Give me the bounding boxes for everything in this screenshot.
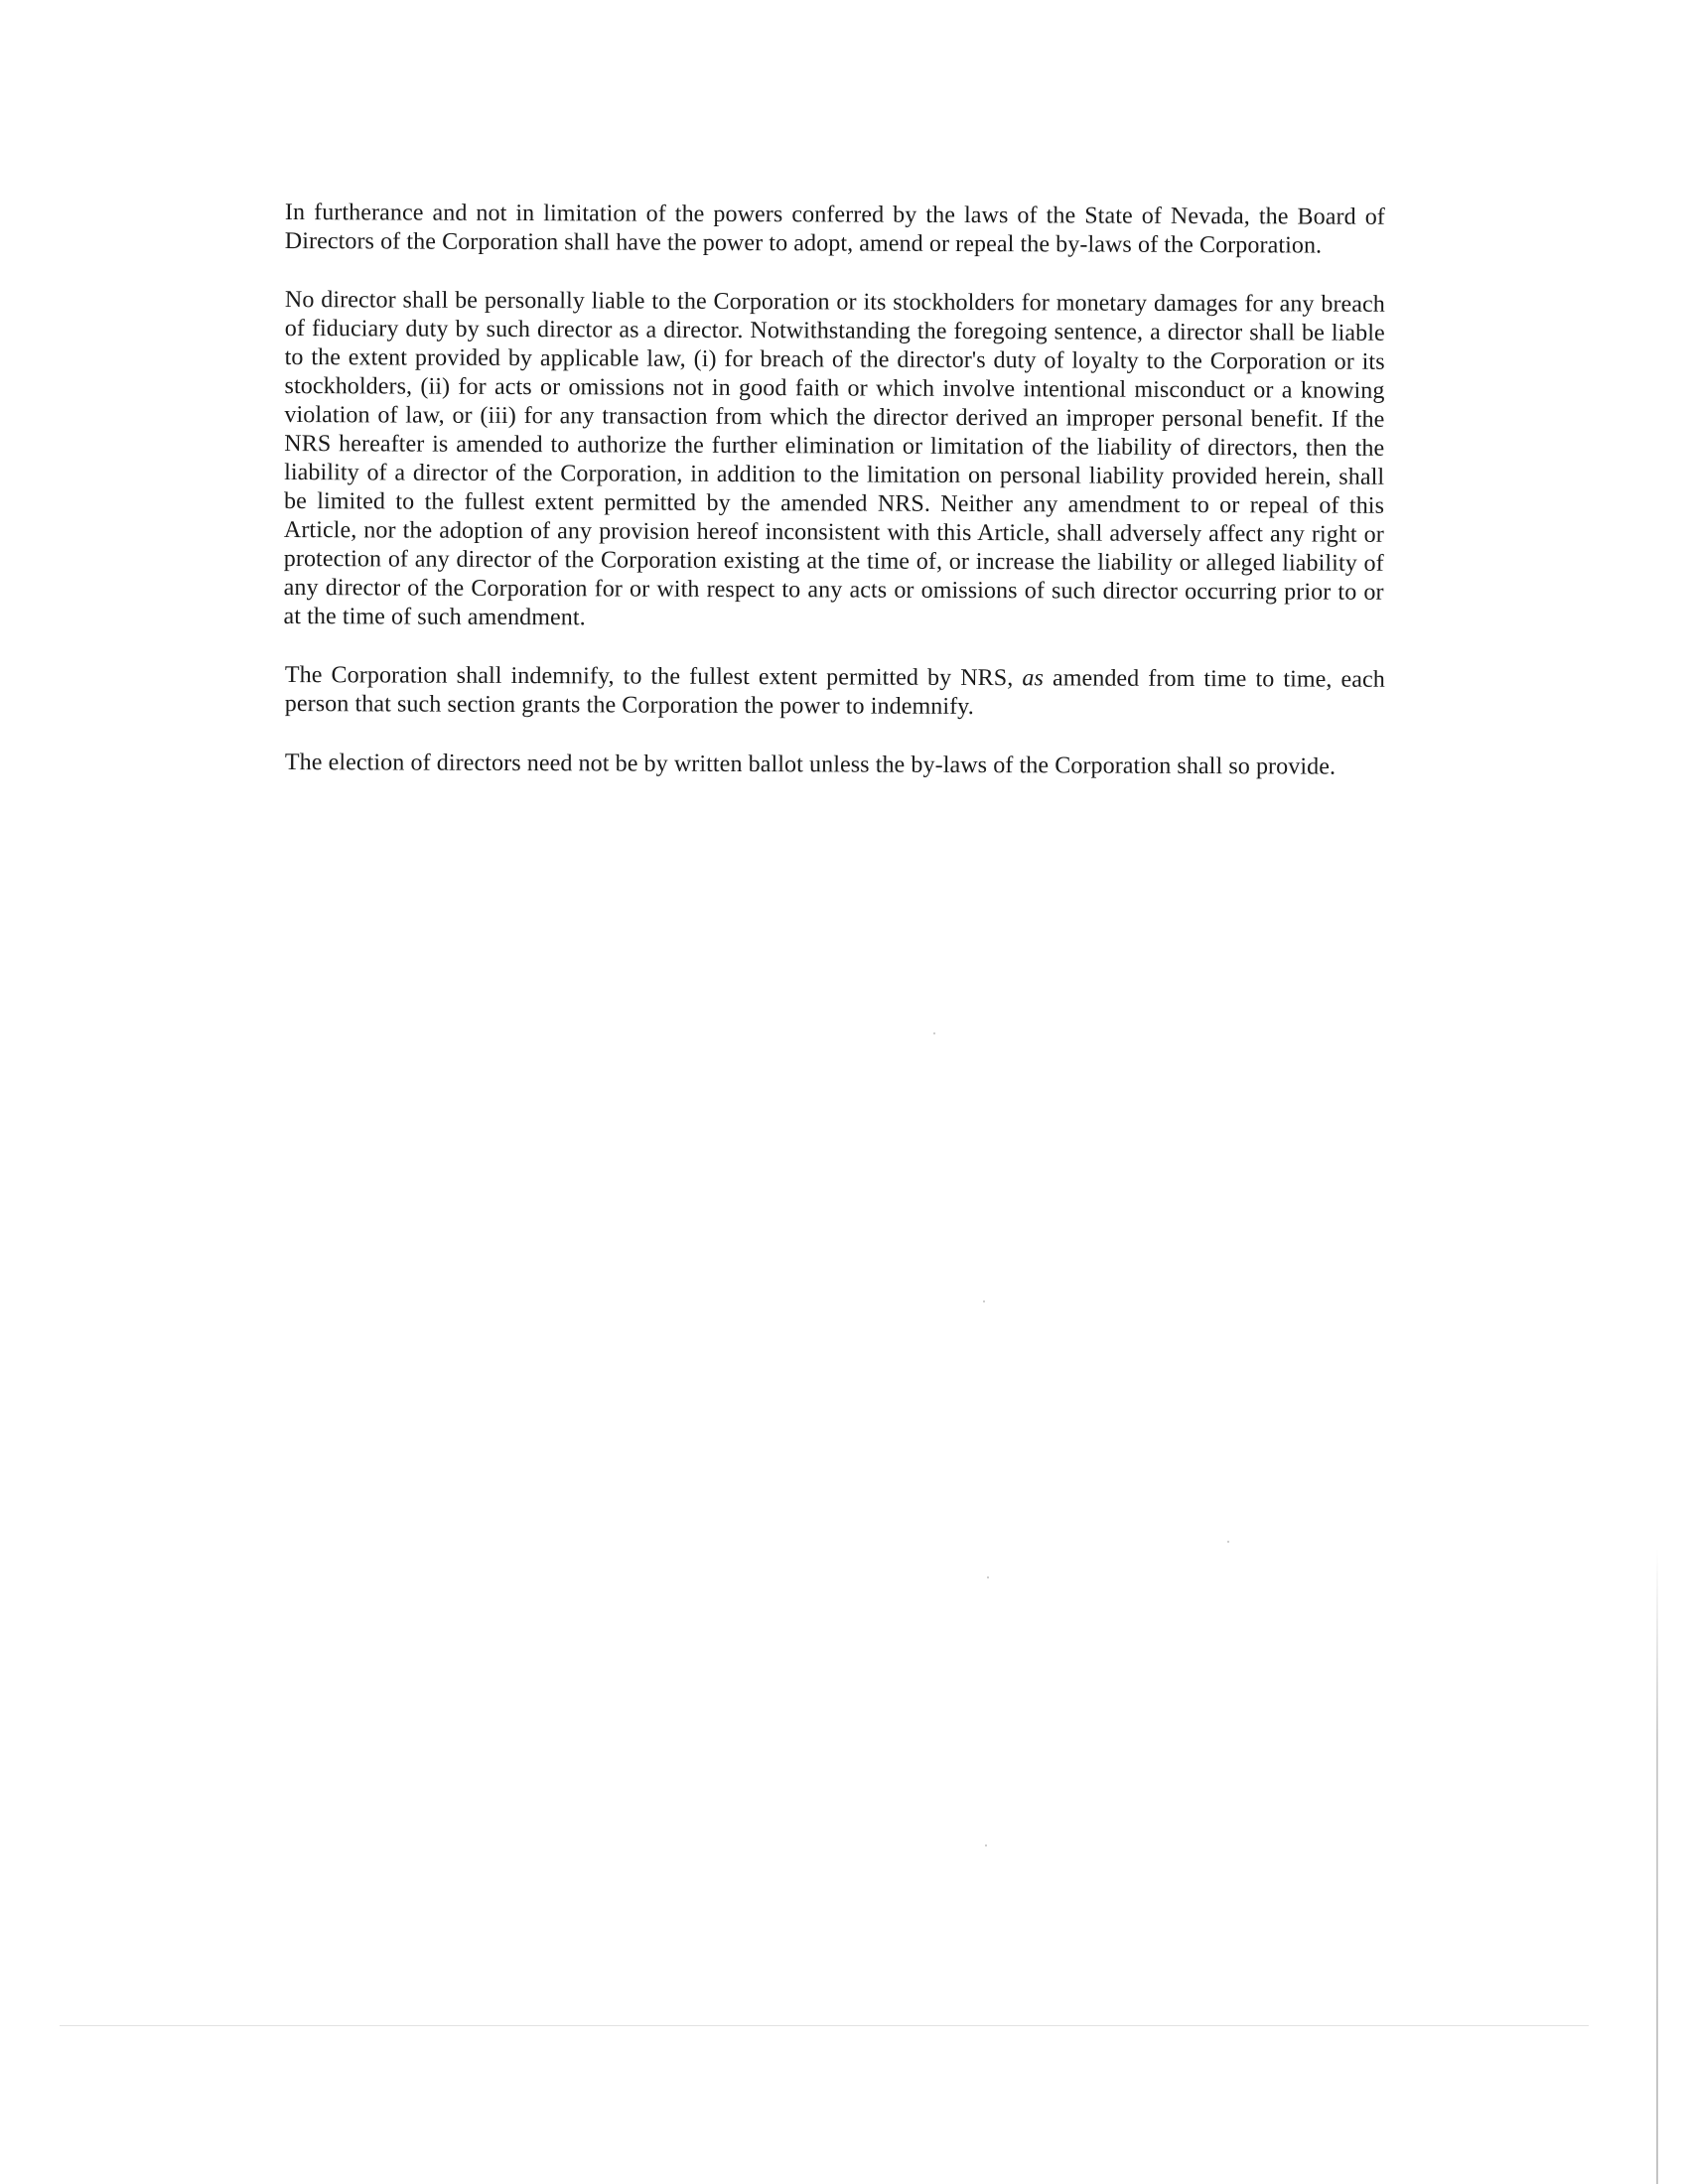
scan-speck [983, 1300, 985, 1302]
scan-artifact-line [60, 2025, 1589, 2026]
indemnification-italic-as: as [1022, 665, 1045, 692]
indemnification-text-start: The Corporation shall indemnify, to the fullest extent permitted by NRS, [284, 662, 1023, 692]
scan-speck [985, 1844, 987, 1846]
paragraph-bylaws-power: In furtherance and not in limitation of the powers conferred by the laws of the State of Nevada, the Board of Directors of the Corporation shall have the power to adopt, amend or repeal the by-laws of the Corporation. [284, 199, 1385, 259]
scan-speck [933, 1032, 935, 1034]
scan-artifact-edge [1656, 1549, 1658, 2184]
scan-speck [987, 1576, 989, 1578]
indemnification-text-end: amended from time to time, each person that such section grants the Corporation the power to indemnify. [284, 665, 1385, 721]
scan-speck [1227, 1541, 1229, 1543]
paragraph-written-ballot: The election of directors need not be by written ballot unless the by-laws of the Corporation shall so provide. [284, 750, 1336, 780]
document-body [285, 199, 1385, 807]
paragraph-indemnification [285, 661, 1385, 724]
paragraph-director-liability: No director shall be personally liable to the Corporation or its stockholders for monetary damages for any breach of fiduciary duty by such director as a director. Notwithstanding the foregoing sentence, a director shall be liable to the extent provided by applicable law, (i) for breach of the director's duty of loyalty to the Corporation or its stockholders, (ii) for acts or omissions not in good faith or which involve intentional misconduct or a knowing violation of law, or (iii) for any transaction from which the director derived an improper personal benefit. If the NRS hereafter is amended to authorize the further elimination or limitation of the liability of directors, then the liability of a director of the Corporation, in addition to the limitation on personal liability provided herein, shall be limited to the fullest extent permitted by the amended NRS. Neither any amendment to or repeal of this Article, nor the adoption of any provision hereof inconsistent with this Article, shall adversely affect any right or protection of any director of the Corporation existing at the time of, or increase the liability or alleged liability of any director of the Corporation for or with respect to any acts or omissions of such director occurring prior to or at the time of such amendment. [283, 287, 1385, 631]
